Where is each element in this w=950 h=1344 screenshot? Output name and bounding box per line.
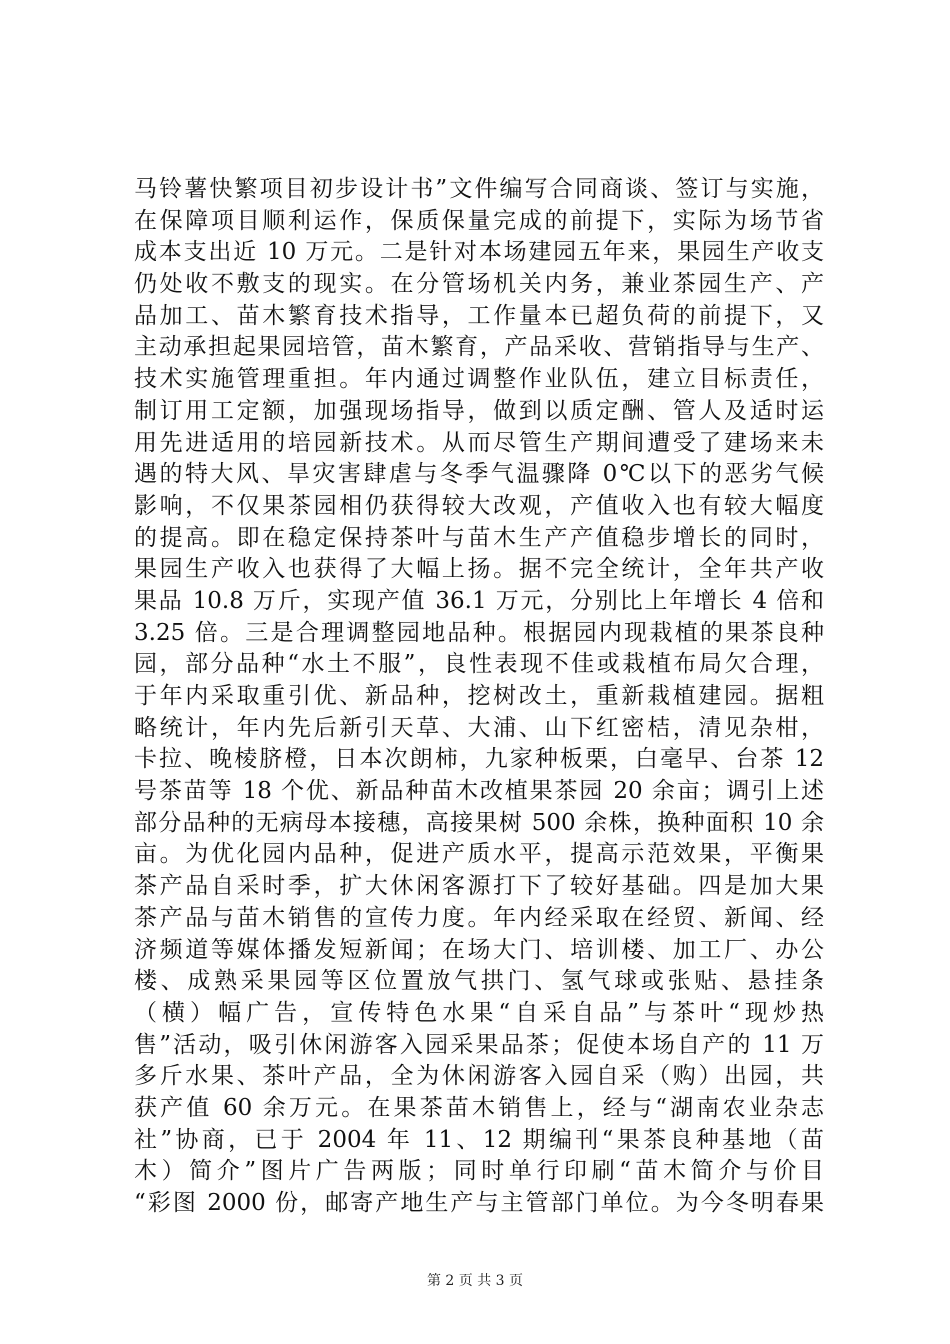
text-line: 略统计，年内先后新引天草、大浦、山下红密桔，清见杂柑， — [134, 714, 824, 741]
text-line: 用先进适用的培园新技术。从而尽管生产期间遭受了建场来未 — [134, 429, 824, 456]
text-line: 主动承担起果园培管，苗木繁育，产品采收、营销指导与生产、 — [134, 334, 824, 361]
text-line: 木）简介”图片广告两版；同时单行印刷“苗木简介与价目 — [134, 1158, 824, 1185]
text-line: 果园生产收入也获得了大幅上扬。据不完全统计，全年共产收 — [134, 556, 824, 583]
text-line: 于年内采取重引优、新品种，挖树改土，重新栽植建园。据粗 — [134, 683, 824, 709]
text-line: 的提高。即在稳定保持茶叶与苗木生产产值稳步增长的同时， — [134, 524, 824, 551]
text-line: 技术实施管理重担。年内通过调整作业队伍，建立目标责任， — [134, 366, 824, 393]
text-line: 马铃薯快繁项目初步设计书”文件编写合同商谈、签订与实施， — [134, 176, 824, 202]
text-line: 亩。为优化园内品种，促进产质水平，提高示范效果，平衡果 — [134, 841, 824, 868]
text-line: 遇的特大风、旱灾害肆虐与冬季气温骤降 0℃以下的恶劣气候 — [134, 461, 824, 488]
page-footer: 第 2 页 共 3 页 — [426, 1273, 524, 1289]
text-line: 社”协商，已于 2004 年 11、12 期编刊“果茶良种基地（苗 — [134, 1126, 824, 1153]
text-line: 茶产品自采时季，扩大休闲客源打下了较好基础。四是加大果 — [134, 873, 824, 900]
text-line: 部分品种的无病母本接穗，高接果树 500 余株，换种面积 10 余 — [134, 809, 824, 836]
text-line: 茶产品与苗木销售的宣传力度。年内经采取在经贸、新闻、经 — [134, 904, 824, 931]
text-line: 品加工、苗木繁育技术指导，工作量本已超负荷的前提下，又 — [134, 302, 824, 329]
text-line: 成本支出近 10 万元。二是针对本场建园五年来，果园生产收支 — [134, 239, 824, 266]
text-line: （横）幅广告，宣传特色水果“自采自品”与茶叶“现炒热 — [134, 999, 824, 1026]
text-line: 获产值 60 余万元。在果茶苗木销售上，经与“湖南农业杂志 — [134, 1094, 824, 1121]
text-line: 卡拉、晚棱脐橙，日本次朗柿，九家种板栗，白毫早、台茶 12 — [134, 746, 824, 773]
text-line: 园，部分品种“水土不服”，良性表现不佳或栽植布局欠合理， — [134, 651, 824, 678]
text-line: 售”活动，吸引休闲游客入园采果品茶；促使本场自产的 11 万 — [134, 1031, 824, 1058]
text-line: 果品 10.8 万斤，实现产值 36.1 万元，分别比上年增长 4 倍和 — [134, 587, 824, 614]
text-line: 3.25 倍。三是合理调整园地品种。根据园内现栽植的果茶良种 — [134, 619, 824, 646]
text-line: 号茶苗等 18 个优、新品种苗木改植果茶园 20 余亩；调引上述 — [134, 778, 824, 805]
text-line: 楼、成熟采果园等区位置放气拱门、氢气球或张贴、悬挂条 — [134, 968, 824, 995]
body-text — [134, 174, 824, 1220]
text-line: 济频道等媒体播发短新闻；在场大门、培训楼、加工厂、办公 — [134, 936, 824, 963]
text-line: 影响，不仅果茶园相仍获得较大改观，产值收入也有较大幅度 — [134, 492, 824, 519]
text-line: “彩图 2000 份，邮寄产地生产与主管部门单位。为今冬明春果 — [134, 1190, 824, 1216]
text-line: 制订用工定额，加强现场指导，做到以质定酬、管人及适时运 — [134, 397, 824, 424]
text-line: 多斤水果、茶叶产品，全为休闲游客入园自采（购）出园，共 — [134, 1063, 824, 1090]
text-line: 仍处收不敷支的现实。在分管场机关内务，兼业茶园生产、产 — [134, 271, 824, 298]
text-line: 在保障项目顺利运作，保质保量完成的前提下，实际为场节省 — [134, 207, 824, 234]
